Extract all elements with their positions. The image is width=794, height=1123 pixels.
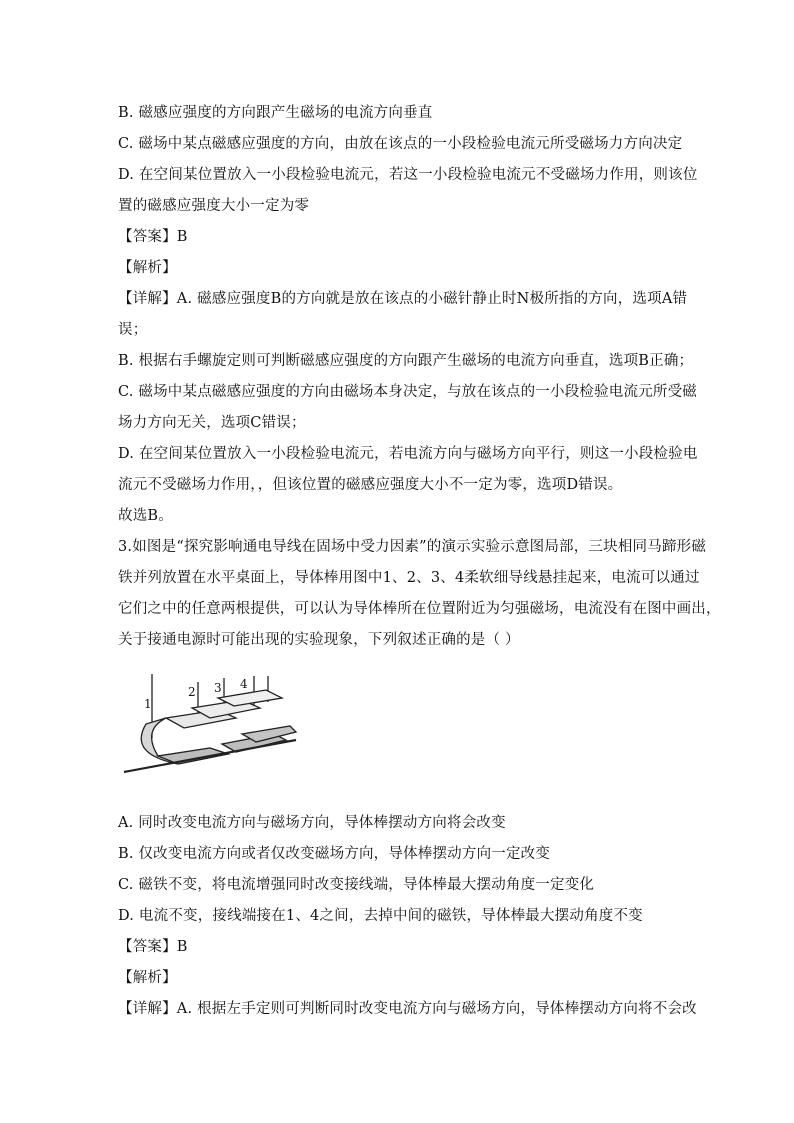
question3-line4: 关于接通电源时可能出现的实验现象，下列叙述正确的是（ ）	[118, 632, 520, 648]
question3-analysis-heading: 【解析】	[118, 970, 177, 986]
detail-prev-d-line2: 流元不受磁场力作用，，但该位置的磁感应强度大小不一定为零，选项D错误。	[118, 477, 623, 493]
question3-answer: 【答案】B	[118, 939, 188, 955]
question3-option-a: A. 同时改变电流方向与磁场方向，导体棒摆动方向将会改变	[118, 815, 506, 831]
detail-prev-b: B. 根据右手螺旋定则可判断磁感应强度的方向跟产生磁场的电流方向垂直，选项B正确；	[118, 353, 694, 369]
detail-prev-c-line2: 场力方向无关，选项C错误；	[118, 415, 306, 431]
detail-prev-c-line1: C. 磁场中某点磁感应强度的方向由磁场本身决定，与放在该点的一小段检验电流元所受磁	[118, 384, 697, 400]
detail-prev-d-line1: D. 在空间某位置放入一小段检验电流元，若电流方向与磁场方向平行，则这一小段检验电	[118, 446, 698, 462]
question3-option-d: D. 电流不变，接线端接在1、4之间，去掉中间的磁铁，导体棒最大摆动角度不变	[118, 908, 643, 924]
option-d-prev-line1: D. 在空间某位置放入一小段检验电流元，若这一小段检验电流元不受磁场力作用，则该位	[118, 167, 698, 183]
figure-label-4: 4	[240, 677, 248, 691]
question3-option-b: B. 仅改变电流方向或者仅改变磁场方向，导体棒摆动方向一定改变	[118, 846, 551, 862]
conclusion-prev: 故选B。	[118, 508, 173, 524]
figure-label-1: 1	[144, 697, 152, 711]
question3-detail-a: 【详解】A. 根据左手定则可判断同时改变电流方向与磁场方向，导体棒摆动方向将不会改	[118, 1001, 697, 1017]
option-c-prev: C. 磁场中某点磁感应强度的方向，由放在该点的一小段检验电流元所受磁场力方向决定	[118, 136, 683, 152]
option-d-prev-line2: 置的磁感应强度大小一定为零	[118, 198, 310, 214]
answer-prev: 【答案】B	[118, 229, 188, 245]
magnet-experiment-figure	[118, 668, 298, 780]
option-b-prev: B. 磁感应强度的方向跟产生磁场的电流方向垂直	[118, 105, 433, 121]
question3-line3: 它们之中的任意两根提供，可以认为导体棒所在位置附近为匀强磁场，电流没有在图中画出，	[118, 601, 721, 617]
detail-prev-a-line1: 【详解】A. 磁感应强度B的方向就是放在该点的小磁针静止时N极所指的方向，选项A错	[118, 291, 688, 307]
magnet-1	[141, 710, 236, 764]
detail-prev-a-line2: 误；	[118, 322, 148, 338]
analysis-heading-prev: 【解析】	[118, 260, 177, 276]
question3-line2: 铁并列放置在水平桌面上，导体棒用图中1、2、3、4柔软细导线悬挂起来，电流可以通过	[118, 570, 700, 586]
question3-line1: 3.如图是“探究影响通电导线在固场中受力因素”的演示实验示意图局部，三块相同马蹄形磁	[118, 539, 707, 555]
question3-option-c: C. 磁铁不变，将电流增强同时改变接线端，导体棒最大摆动角度一定变化	[118, 877, 595, 893]
figure-label-3: 3	[214, 681, 222, 695]
figure-label-2: 2	[188, 685, 196, 699]
